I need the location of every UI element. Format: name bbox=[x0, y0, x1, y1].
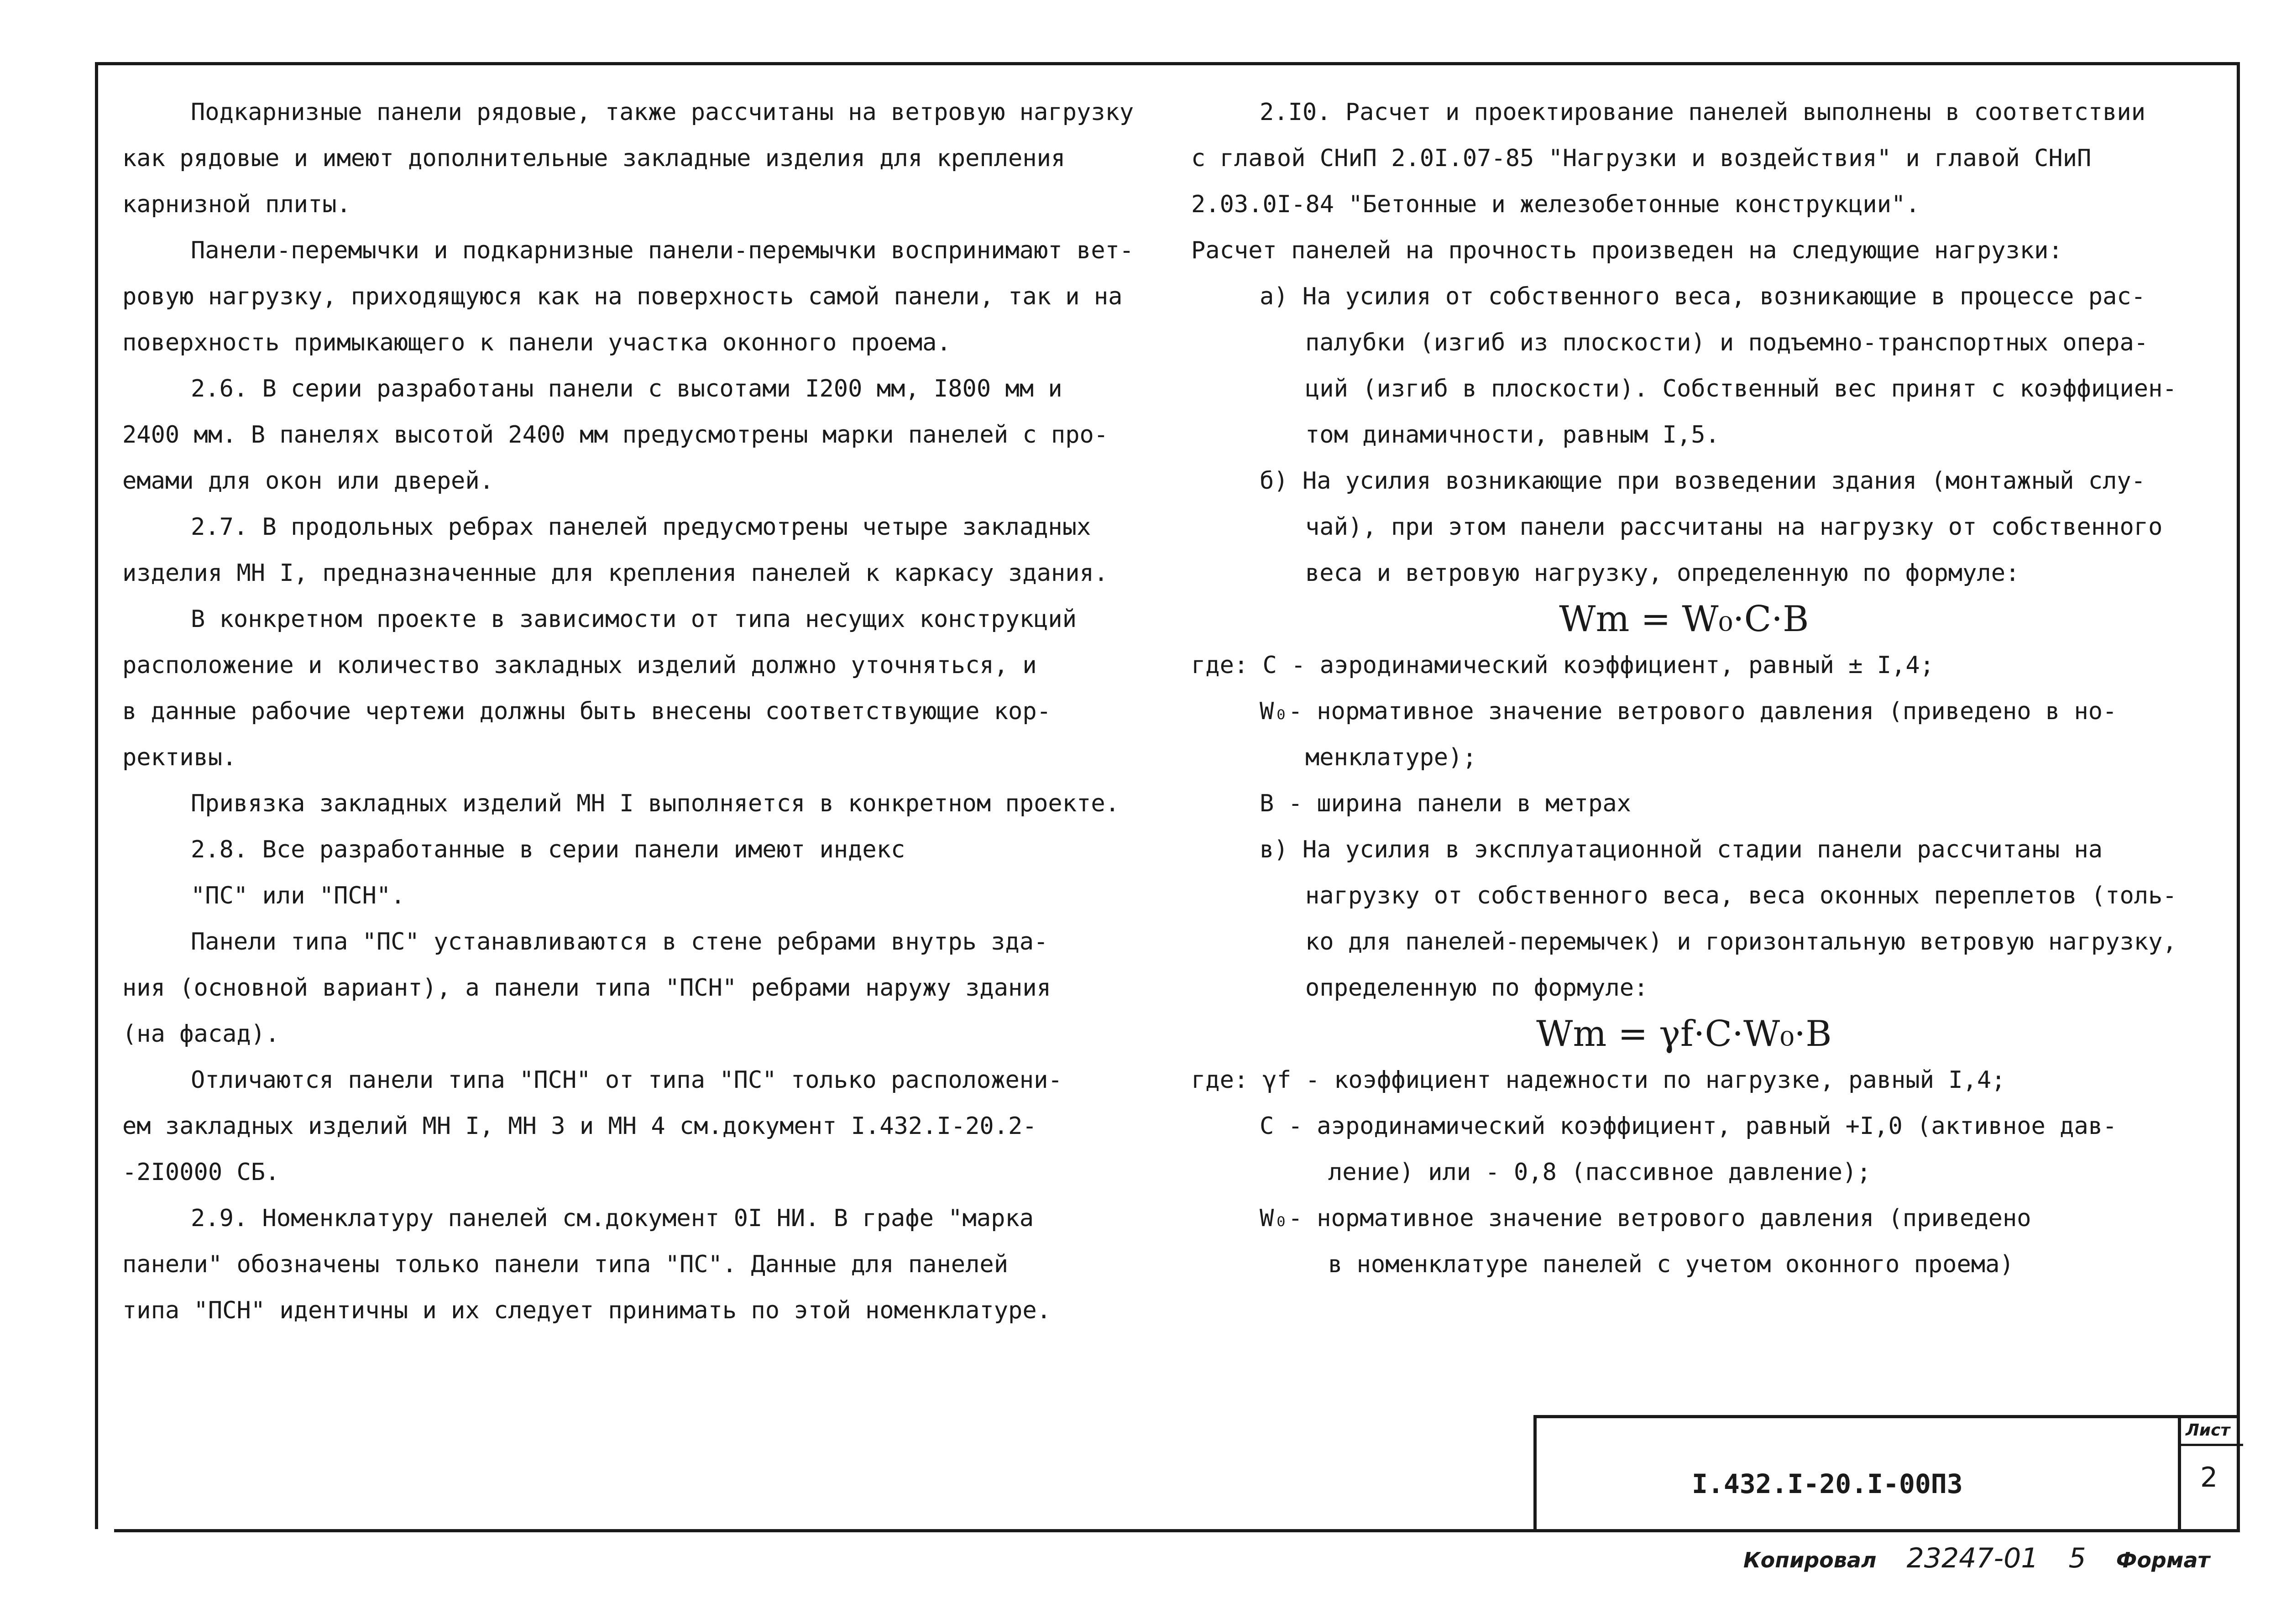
text-line: Панели-перемычки и подкарнизные панели-перемычки воспринимают вет- bbox=[191, 237, 1134, 264]
legend-line: W₀- нормативное значение ветрового давления (приведено в но- bbox=[1260, 698, 2117, 725]
text-line: карнизной плиты. bbox=[122, 191, 351, 218]
text-line: поверхность примыкающего к панели участка оконного проема. bbox=[122, 329, 951, 356]
text-line: -2I0000 СБ. bbox=[122, 1159, 280, 1186]
text-line: нагрузку от собственного веса, веса оконных переплетов (толь- bbox=[1305, 882, 2177, 909]
text-line: расположение и количество закладных изделий должно уточняться, и bbox=[122, 652, 1037, 679]
order-number: 23247-01 bbox=[1906, 1542, 2039, 1574]
section-2-9: 2.9. Номенклатуру панелей см.документ 0I НИ. В графе "марка bbox=[191, 1205, 1034, 1232]
format-label: Формат bbox=[2116, 1548, 2210, 1572]
section-2-7: 2.7. В продольных ребрах панелей предусмотрены четыре закладных bbox=[191, 513, 1091, 541]
document-code: I.432.I-20.I-00ПЗ bbox=[1692, 1468, 1963, 1499]
formula-operation: Wm = γf·C·W₀·B bbox=[1536, 1013, 1832, 1055]
sheet-number: 2 bbox=[2200, 1462, 2218, 1493]
bottom-border bbox=[114, 1529, 2240, 1532]
text-line: палубки (изгиб из плоскости) и подъемно-транспортных опера- bbox=[1305, 329, 2149, 356]
legend-line: W₀- нормативное значение ветрового давления (приведено bbox=[1260, 1205, 2031, 1232]
text-line: менклатуре); bbox=[1305, 744, 1477, 771]
section-2-6: 2.6. В серии разработаны панели с высотами I200 мм, I800 мм и bbox=[191, 375, 1062, 402]
sheet-cell bbox=[2178, 1418, 2243, 1529]
legend-line: где: γf - коэффициент надежности по нагрузке, равный I,4; bbox=[1191, 1066, 2006, 1094]
list-item-a: а) На усилия от собственного веса, возникающие в процессе рас- bbox=[1260, 283, 2146, 310]
sheet-label: Лист bbox=[2186, 1421, 2230, 1440]
text-line: ем закладных изделий МН I, МН 3 и МН 4 см.документ I.432.I-20.2- bbox=[122, 1112, 1037, 1140]
text-line: ровую нагрузку, приходящуюся как на поверхность самой панели, так и на bbox=[122, 283, 1123, 310]
text-line: веса и ветровую нагрузку, определенную по формуле: bbox=[1305, 559, 2020, 587]
text-line: В конкретном проекте в зависимости от типа несущих конструкций bbox=[191, 606, 1077, 633]
right-text-column bbox=[1191, 89, 2177, 1288]
text-line: ление) или - 0,8 (пассивное давление); bbox=[1328, 1159, 1871, 1186]
divider bbox=[2181, 1444, 2243, 1446]
copied-label: Копировал bbox=[1743, 1548, 1877, 1572]
text-line: (на фасад). bbox=[122, 1020, 280, 1048]
text-line: в номенклатуре панелей с учетом оконного проема) bbox=[1328, 1251, 2014, 1278]
text-line: Привязка закладных изделий МН I выполняется в конкретном проекте. bbox=[191, 790, 1120, 817]
formula-mounting: Wm = W₀·C·B bbox=[1559, 599, 1809, 640]
list-item-b: б) На усилия возникающие при возведении здания (монтажный слу- bbox=[1260, 467, 2146, 495]
title-block bbox=[1533, 1415, 2240, 1529]
text-line: как рядовые и имеют дополнительные закладные изделия для крепления bbox=[122, 145, 1066, 172]
text-line: ко для панелей-перемычек) и горизонтальную ветровую нагрузку, bbox=[1305, 928, 2177, 956]
text-line: "ПС" или "ПСН". bbox=[191, 882, 405, 909]
legend-line: С - аэродинамический коэффициент, равный +I,0 (активное дав- bbox=[1260, 1112, 2117, 1140]
legend-line: B - ширина панели в метрах bbox=[1260, 790, 1631, 817]
text-line: том динамичности, равным I,5. bbox=[1305, 421, 1720, 449]
text-line: Подкарнизные панели рядовые, также рассчитаны на ветровую нагрузку bbox=[191, 99, 1134, 126]
text-line: с главой СНиП 2.0I.07-85 "Нагрузки и воздействия" и главой СНиП bbox=[1191, 145, 2092, 172]
text-line: рективы. bbox=[122, 744, 237, 771]
section-2-10: 2.I0. Расчет и проектирование панелей выполнены в соответствии bbox=[1260, 99, 2146, 126]
text-line: Расчет панелей на прочность произведен на следующие нагрузки: bbox=[1191, 237, 2063, 264]
text-line: Панели типа "ПС" устанавливаются в стене ребрами внутрь зда- bbox=[191, 928, 1048, 956]
text-line: чай), при этом панели рассчитаны на нагрузку от собственного bbox=[1305, 513, 2163, 541]
text-line: типа "ПСН" идентичны и их следует принимать по этой номенклатуре. bbox=[122, 1297, 1051, 1324]
text-line: изделия МН I, предназначенные для крепления панелей к каркасу здания. bbox=[122, 559, 1109, 587]
text-line: ций (изгиб в плоскости). Собственный вес принят с коэффициен- bbox=[1305, 375, 2177, 402]
text-line: определенную по формуле: bbox=[1305, 974, 1648, 1002]
list-item-v: в) На усилия в эксплуатационной стадии панели рассчитаны на bbox=[1260, 836, 2103, 863]
text-line: панели" обозначены только панели типа "ПС". Данные для панелей bbox=[122, 1251, 1009, 1278]
text-line: ния (основной вариант), а панели типа "ПСН" ребрами наружу здания bbox=[122, 974, 1051, 1002]
footer-stamp bbox=[1743, 1542, 2233, 1574]
text-line: емами для окон или дверей. bbox=[122, 467, 494, 495]
section-2-8: 2.8. Все разработанные в серии панели имеют индекс bbox=[191, 836, 905, 863]
legend-line: где: С - аэродинамический коэффициент, равный ± I,4; bbox=[1191, 652, 1934, 679]
text-line: 2.03.0I-84 "Бетонные и железобетонные конструкции". bbox=[1191, 191, 1920, 218]
format-number: 5 bbox=[2068, 1542, 2086, 1574]
text-line: в данные рабочие чертежи должны быть внесены соответствующие кор- bbox=[122, 698, 1051, 725]
text-line: 2400 мм. В панелях высотой 2400 мм предусмотрены марки панелей с про- bbox=[122, 421, 1109, 449]
left-text-column bbox=[122, 89, 1134, 1334]
text-line: Отличаются панели типа "ПСН" от типа "ПС" только расположени- bbox=[191, 1066, 1062, 1094]
